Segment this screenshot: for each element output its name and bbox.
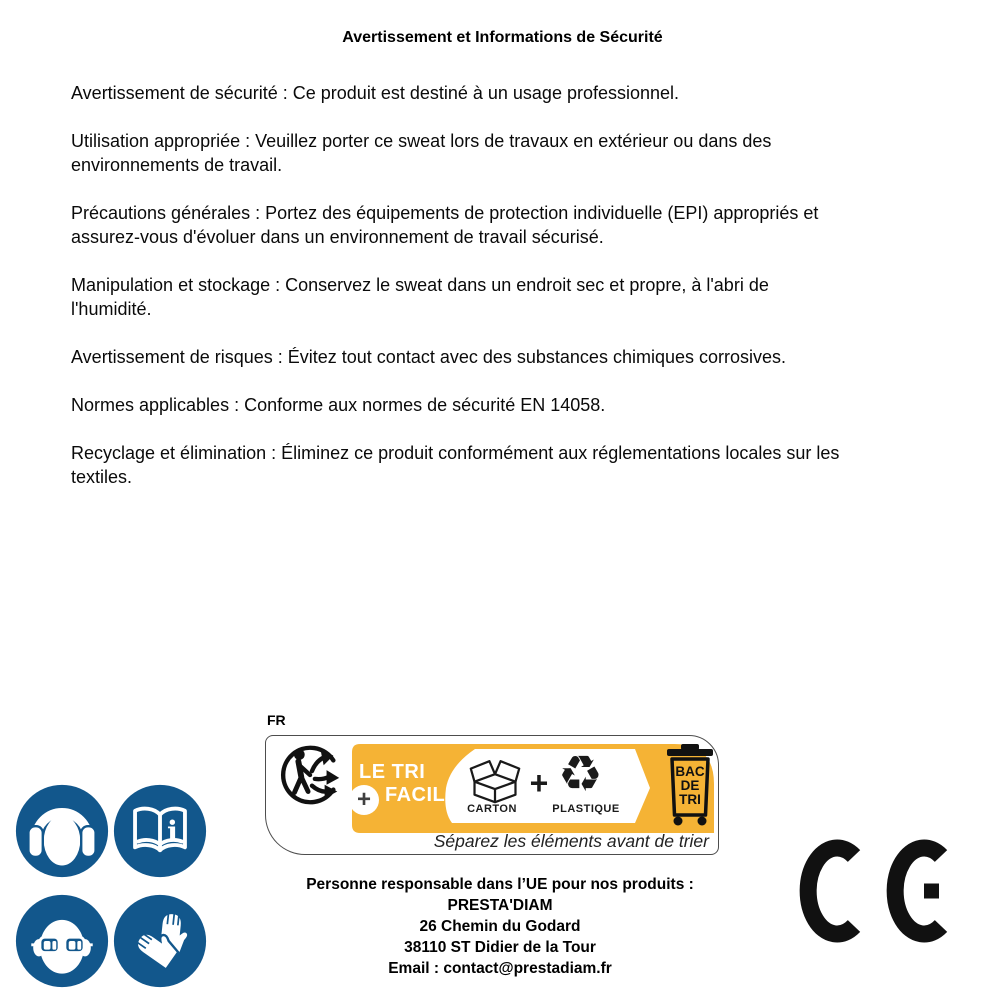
wear-ear-protection-icon — [14, 783, 110, 879]
address-line-responsible: Personne responsable dans l’UE pour nos produits : — [306, 876, 694, 893]
paragraph-applicable-standards: Normes applicables : Conforme aux normes de sécurité EN 14058. — [71, 395, 606, 415]
wear-eye-protection-icon — [14, 893, 110, 989]
read-manual-icon — [112, 783, 208, 879]
ce-marking-icon — [793, 839, 949, 943]
sorting-label-box — [265, 735, 719, 855]
responsible-address — [255, 874, 745, 979]
plastic-recycling-icon: ♻ — [558, 745, 603, 803]
bin-text-line3: TRI — [679, 792, 701, 807]
sorting-bin-icon — [664, 743, 716, 827]
materials-plus-sign: + — [529, 765, 549, 801]
safety-paragraphs — [71, 81, 839, 513]
country-code-label: FR — [267, 712, 286, 728]
carton-box-icon — [466, 750, 524, 804]
paragraph-recycling-disposal: Recyclage et élimination : Éliminez ce produit conformément aux réglementations locales sur les textiles. — [71, 443, 840, 487]
plastique-label: PLASTIQUE — [552, 803, 620, 815]
carton-label: CARTON — [467, 803, 517, 815]
paragraph-safety-warning: Avertissement de sécurité : Ce produit est destiné à un usage professionnel. — [71, 83, 680, 103]
address-line-company: PRESTA'DIAM — [447, 897, 553, 914]
paragraph-appropriate-use: Utilisation appropriée : Veuillez porter ce sweat lors de travaux en extérieur ou dans des environnements de travail. — [71, 131, 772, 175]
paragraph-handling-storage: Manipulation et stockage : Conservez le sweat dans un endroit sec et propre, à l'abri de l'humidité. — [71, 275, 769, 319]
wear-gloves-icon — [112, 893, 208, 989]
sorting-headline-line2: FACILE — [385, 784, 460, 806]
bin-text-line2: DE — [680, 778, 700, 793]
plus-badge-icon: + — [349, 785, 379, 815]
paragraph-general-precautions: Précautions générales : Portez des équipements de protection individuelle (EPI) appropriés et assurez-vous d'évoluer dans un environnement de travail sécurisé. — [71, 203, 819, 247]
address-line-city: 38110 ST Didier de la Tour — [404, 939, 596, 956]
sorting-caption: Séparez les éléments avant de trier — [433, 831, 709, 851]
sorting-headline-line1: LE TRI — [359, 761, 426, 783]
paragraph-risk-warning: Avertissement de risques : Évitez tout contact avec des substances chimiques corrosives. — [71, 347, 786, 367]
address-line-street: 26 Chemin du Godard — [419, 918, 581, 935]
bin-text-line1: BAC — [675, 764, 705, 779]
page-title: Avertissement et Informations de Sécurité — [342, 29, 663, 46]
svg-text:i: i — [167, 814, 178, 849]
triman-icon — [278, 740, 344, 810]
address-line-email: Email : contact@prestadiam.fr — [388, 960, 612, 977]
